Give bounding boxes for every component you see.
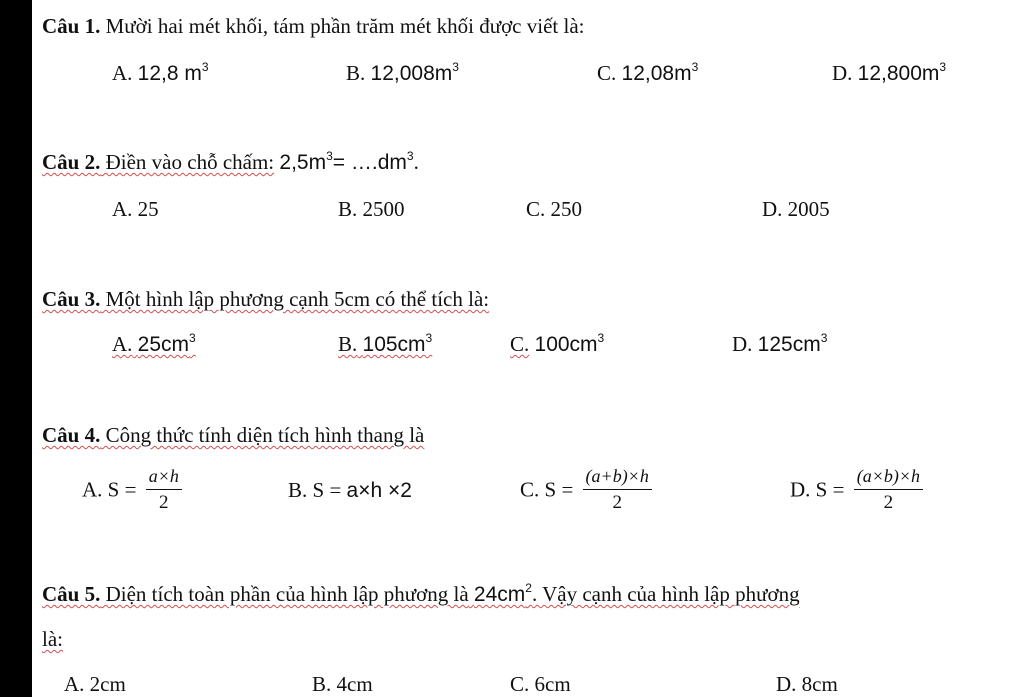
question-3-label: Câu 3. bbox=[42, 287, 101, 311]
left-margin-bar bbox=[0, 0, 32, 697]
option-letter: A. bbox=[112, 197, 133, 221]
question-3 bbox=[42, 287, 489, 312]
option-value: 25 bbox=[137, 197, 159, 221]
option-value: 2500 bbox=[362, 197, 405, 221]
option-value: 100cm bbox=[534, 333, 598, 356]
option-exponent: 3 bbox=[201, 60, 209, 74]
option-letter: C. bbox=[510, 332, 530, 356]
option-letter: B. bbox=[338, 332, 358, 356]
question-1-text: Mười hai mét khối, tám phần trăm mét khối được viết là: bbox=[100, 14, 585, 38]
question-2-label: Câu 2. bbox=[42, 150, 101, 174]
q1-option-c[interactable] bbox=[597, 61, 698, 86]
question-1 bbox=[42, 14, 585, 39]
option-value: 12,800m bbox=[857, 62, 940, 85]
option-value: 2cm bbox=[89, 672, 126, 696]
option-value: 6cm bbox=[534, 672, 571, 696]
q4-option-b[interactable] bbox=[288, 478, 412, 503]
q3-option-b[interactable] bbox=[338, 332, 432, 357]
option-letter: B. bbox=[288, 478, 308, 502]
option-value: 4cm bbox=[336, 672, 373, 696]
q3-option-d[interactable] bbox=[732, 332, 827, 357]
q5-option-a[interactable] bbox=[64, 672, 126, 697]
option-exponent: 3 bbox=[189, 331, 196, 345]
option-value: 8cm bbox=[801, 672, 838, 696]
option-letter: A. bbox=[112, 332, 133, 356]
option-letter: D. bbox=[732, 332, 753, 356]
option-exponent: 3 bbox=[691, 60, 699, 74]
fraction-numerator: (a×b)×h bbox=[854, 466, 923, 490]
q4-option-d[interactable] bbox=[790, 466, 923, 514]
option-formula: a×h ×2 bbox=[346, 479, 412, 502]
q2-option-d[interactable] bbox=[762, 197, 830, 222]
option-letter: C. bbox=[510, 672, 530, 696]
question-4 bbox=[42, 423, 424, 448]
q5-option-b[interactable] bbox=[312, 672, 373, 697]
q2-expression-left: 2,5m bbox=[279, 151, 327, 174]
q1-option-d[interactable] bbox=[832, 61, 946, 86]
option-value: 250 bbox=[550, 197, 583, 221]
question-5-text: Diện tích toàn phần của hình lập phương là bbox=[100, 582, 469, 606]
fraction-numerator: (a+b)×h bbox=[583, 466, 652, 490]
fraction-denominator: 2 bbox=[883, 492, 894, 513]
option-letter: B. bbox=[312, 672, 332, 696]
option-value: 12,008m bbox=[370, 62, 453, 85]
q1-option-b[interactable] bbox=[346, 61, 459, 86]
question-5-line-2 bbox=[42, 627, 63, 652]
option-letter: A. bbox=[82, 477, 103, 502]
question-1-label: Câu 1. bbox=[42, 14, 101, 38]
option-exponent: 3 bbox=[452, 60, 459, 74]
option-letter: C. bbox=[526, 197, 546, 221]
option-exponent: 3 bbox=[820, 331, 828, 345]
question-5-label: Câu 5. bbox=[42, 582, 101, 606]
option-prefix: S = bbox=[815, 477, 845, 502]
question-2-text: Điền vào chỗ chấm: bbox=[100, 150, 275, 174]
q2-option-b[interactable] bbox=[338, 197, 405, 222]
q1-option-a[interactable] bbox=[112, 61, 209, 86]
option-value: 12,8 m bbox=[137, 62, 202, 85]
fraction-numerator: a×h bbox=[146, 466, 182, 490]
q4-option-c[interactable] bbox=[520, 466, 652, 514]
q3-option-c[interactable] bbox=[510, 332, 604, 357]
option-value: 25cm bbox=[137, 333, 190, 356]
q2-exponent-left: 3 bbox=[326, 149, 333, 163]
fraction bbox=[583, 466, 652, 514]
option-letter: A. bbox=[112, 61, 133, 85]
option-value: 125cm bbox=[757, 333, 821, 356]
option-letter: B. bbox=[346, 61, 366, 85]
option-exponent: 3 bbox=[597, 331, 605, 345]
option-exponent: 3 bbox=[939, 60, 947, 74]
q5-option-d[interactable] bbox=[776, 672, 838, 697]
question-4-label: Câu 4. bbox=[42, 423, 101, 447]
fraction-denominator: 2 bbox=[159, 492, 169, 513]
q2-exponent-right: 3 bbox=[406, 149, 414, 163]
option-value: 12,08m bbox=[621, 62, 692, 85]
question-5 bbox=[42, 582, 800, 607]
option-letter: B. bbox=[338, 197, 358, 221]
q5-option-c[interactable] bbox=[510, 672, 571, 697]
option-prefix: S = bbox=[544, 477, 574, 502]
q2-period: . bbox=[413, 150, 419, 174]
option-prefix: S = bbox=[107, 477, 137, 502]
option-value: 105cm bbox=[362, 333, 426, 356]
question-2 bbox=[42, 150, 419, 175]
question-5-text-after: . Vậy cạnh của hình lập phương bbox=[531, 582, 800, 606]
fraction bbox=[854, 466, 923, 514]
question-4-text: Công thức tính diện tích hình thang là bbox=[100, 423, 425, 447]
option-prefix: S = bbox=[312, 478, 347, 502]
q2-expression-right: = ….dm bbox=[332, 151, 407, 174]
option-letter: C. bbox=[520, 477, 540, 502]
question-5-line-2-text: là: bbox=[42, 627, 63, 651]
option-value: 2005 bbox=[787, 197, 830, 221]
q5-area-value: 24cm bbox=[473, 583, 526, 606]
q2-option-a[interactable] bbox=[112, 197, 159, 222]
option-letter: D. bbox=[762, 197, 783, 221]
option-letter: A. bbox=[64, 672, 85, 696]
question-3-text: Một hình lập phương cạnh 5cm có thể tích là: bbox=[100, 287, 490, 311]
option-exponent: 3 bbox=[425, 331, 433, 345]
fraction-denominator: 2 bbox=[612, 492, 622, 513]
option-letter: D. bbox=[832, 61, 853, 85]
q4-option-a[interactable] bbox=[82, 466, 182, 514]
q3-option-a[interactable] bbox=[112, 332, 196, 357]
option-letter: D. bbox=[790, 477, 811, 502]
option-letter: C. bbox=[597, 61, 617, 85]
worksheet bbox=[32, 0, 1024, 697]
fraction bbox=[146, 466, 182, 514]
option-letter: D. bbox=[776, 672, 797, 696]
q2-option-c[interactable] bbox=[526, 197, 582, 222]
q5-exponent: 2 bbox=[525, 581, 532, 595]
